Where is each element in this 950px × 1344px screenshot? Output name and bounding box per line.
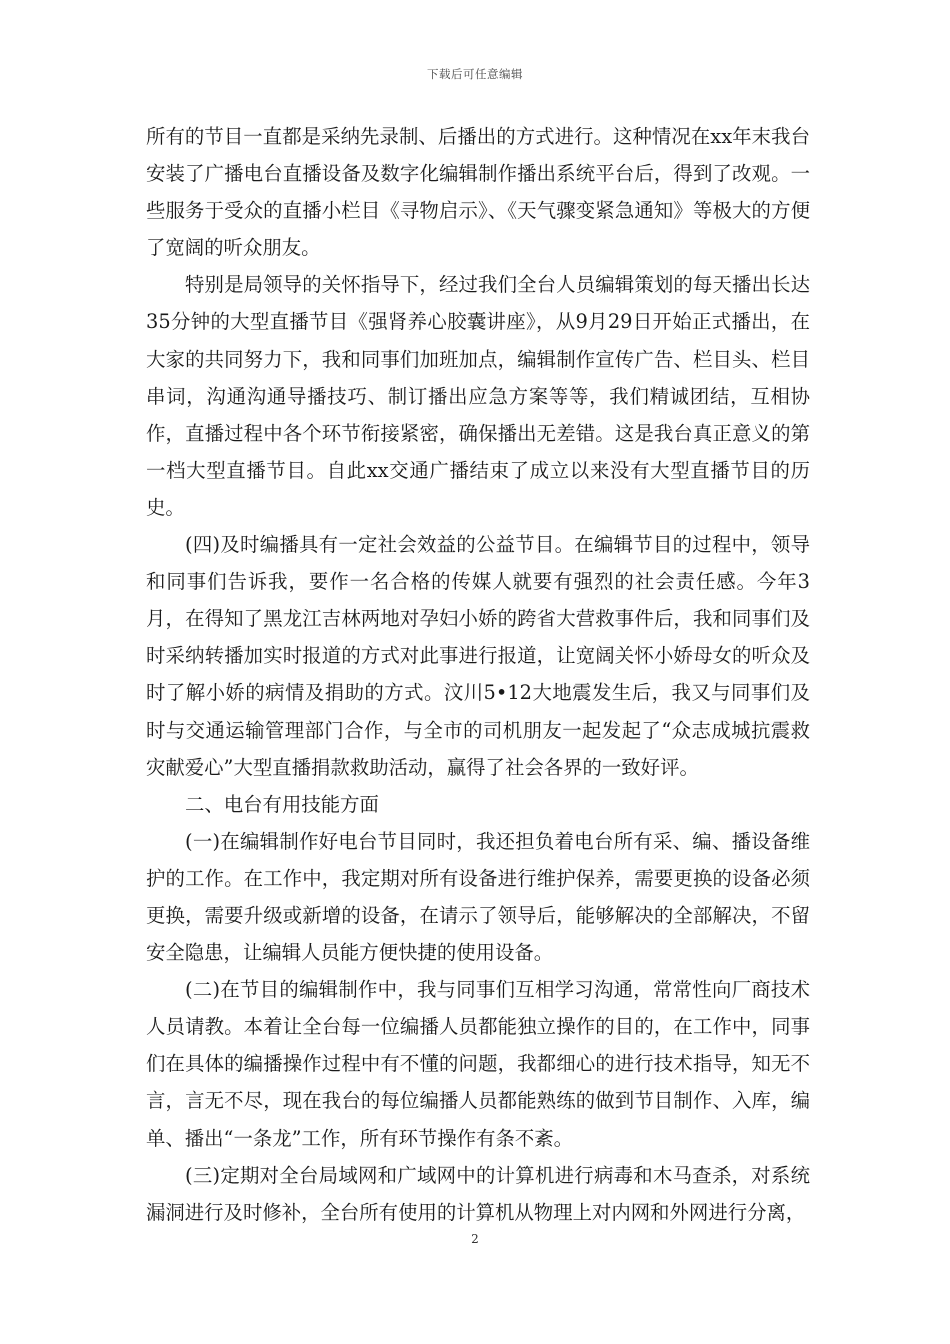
paragraph-equipment-maintenance: (一)在编辑制作好电台节目同时，我还担负着电台所有采、编、播设备维护的工作。在工作中，我定期对所有设备进行维护保养，需要更换的设备必须更换，需要升级或新增的设备，在请示了领导后，能够解决的全部解决，不留安全隐患，让编辑人员能方便快捷的使用设备。 [146,829,810,965]
document-body [146,118,810,1231]
paragraph-technical-guidance: (二)在节目的编辑制作中，我与同事们互相学习沟通，常常性向厂商技术人员请教。本着让全台每一位编播人员都能独立操作的目的，在工作中，同事们在具体的编播操作过程中有不懂的问题，我都细心的进行技术指导，知无不言，言无不尽，现在我台的每位编播人员都能熟练的做到节目制作、入库，编单、播出“一条龙”工作，所有环节操作有条不紊。 [146,978,810,1150]
page-number: 2 [471,1232,479,1246]
section-heading-technical-skills: 二、电台有用技能方面 [185,792,379,816]
paragraph-continuation: 所有的节目一直都是采纳先录制、后播出的方式进行。这种情况在xx年末我台安装了广播电台直播设备及数字化编辑制作播出系统平台后，得到了改观。一些服务于受众的直播小栏目《寻物启示》、《天气骤变紧急通知》等极大的方便了宽阔的听众朋友。 [146,125,810,260]
page-header: 下载后可任意编辑 [427,67,523,81]
paragraph-virus-scanning: (三)定期对全台局域网和广域网中的计算机进行病毒和木马查杀，对系统漏洞进行及时修补，全台所有使用的计算机从物理上对内网和外网进行分离， [146,1163,810,1224]
paragraph-live-program: 特别是局领导的关怀指导下，经过我们全台人员编辑策划的每天播出长达35分钟的大型直播节目《强肾养心胶囊讲座》，从9月29日开始正式播出，在大家的共同努力下，我和同事们加班加点，编辑制作宣传广告、栏目头、栏目串词，沟通沟通导播技巧、制订播出应急方案等等，我们精诚团结，互相协作，直播过程中各个环节衔接紧密，确保播出无差错。这是我台真正意义的第一档大型直播节目。自此xx交通广播结束了成立以来没有大型直播节目的历史。 [146,273,810,519]
paragraph-public-welfare: (四)及时编播具有一定社会效益的公益节目。在编辑节目的过程中，领导和同事们告诉我，要作一名合格的传媒人就要有强烈的社会责任感。今年3月，在得知了黑龙江吉林两地对孕妇小娇的跨省大营救事件后，我和同事们及时采纳转播加实时报道的方式对此事进行报道，让宽阔关怀小娇母女的听众及时了解小娇的病情及捐助的方式。汶川5•12大地震发生后，我又与同事们及时与交通运输管理部门合作，与全市的司机朋友一起发起了“众志成城抗震救灾献爱心”大型直播捐款救助活动，赢得了社会各界的一致好评。 [146,533,810,779]
